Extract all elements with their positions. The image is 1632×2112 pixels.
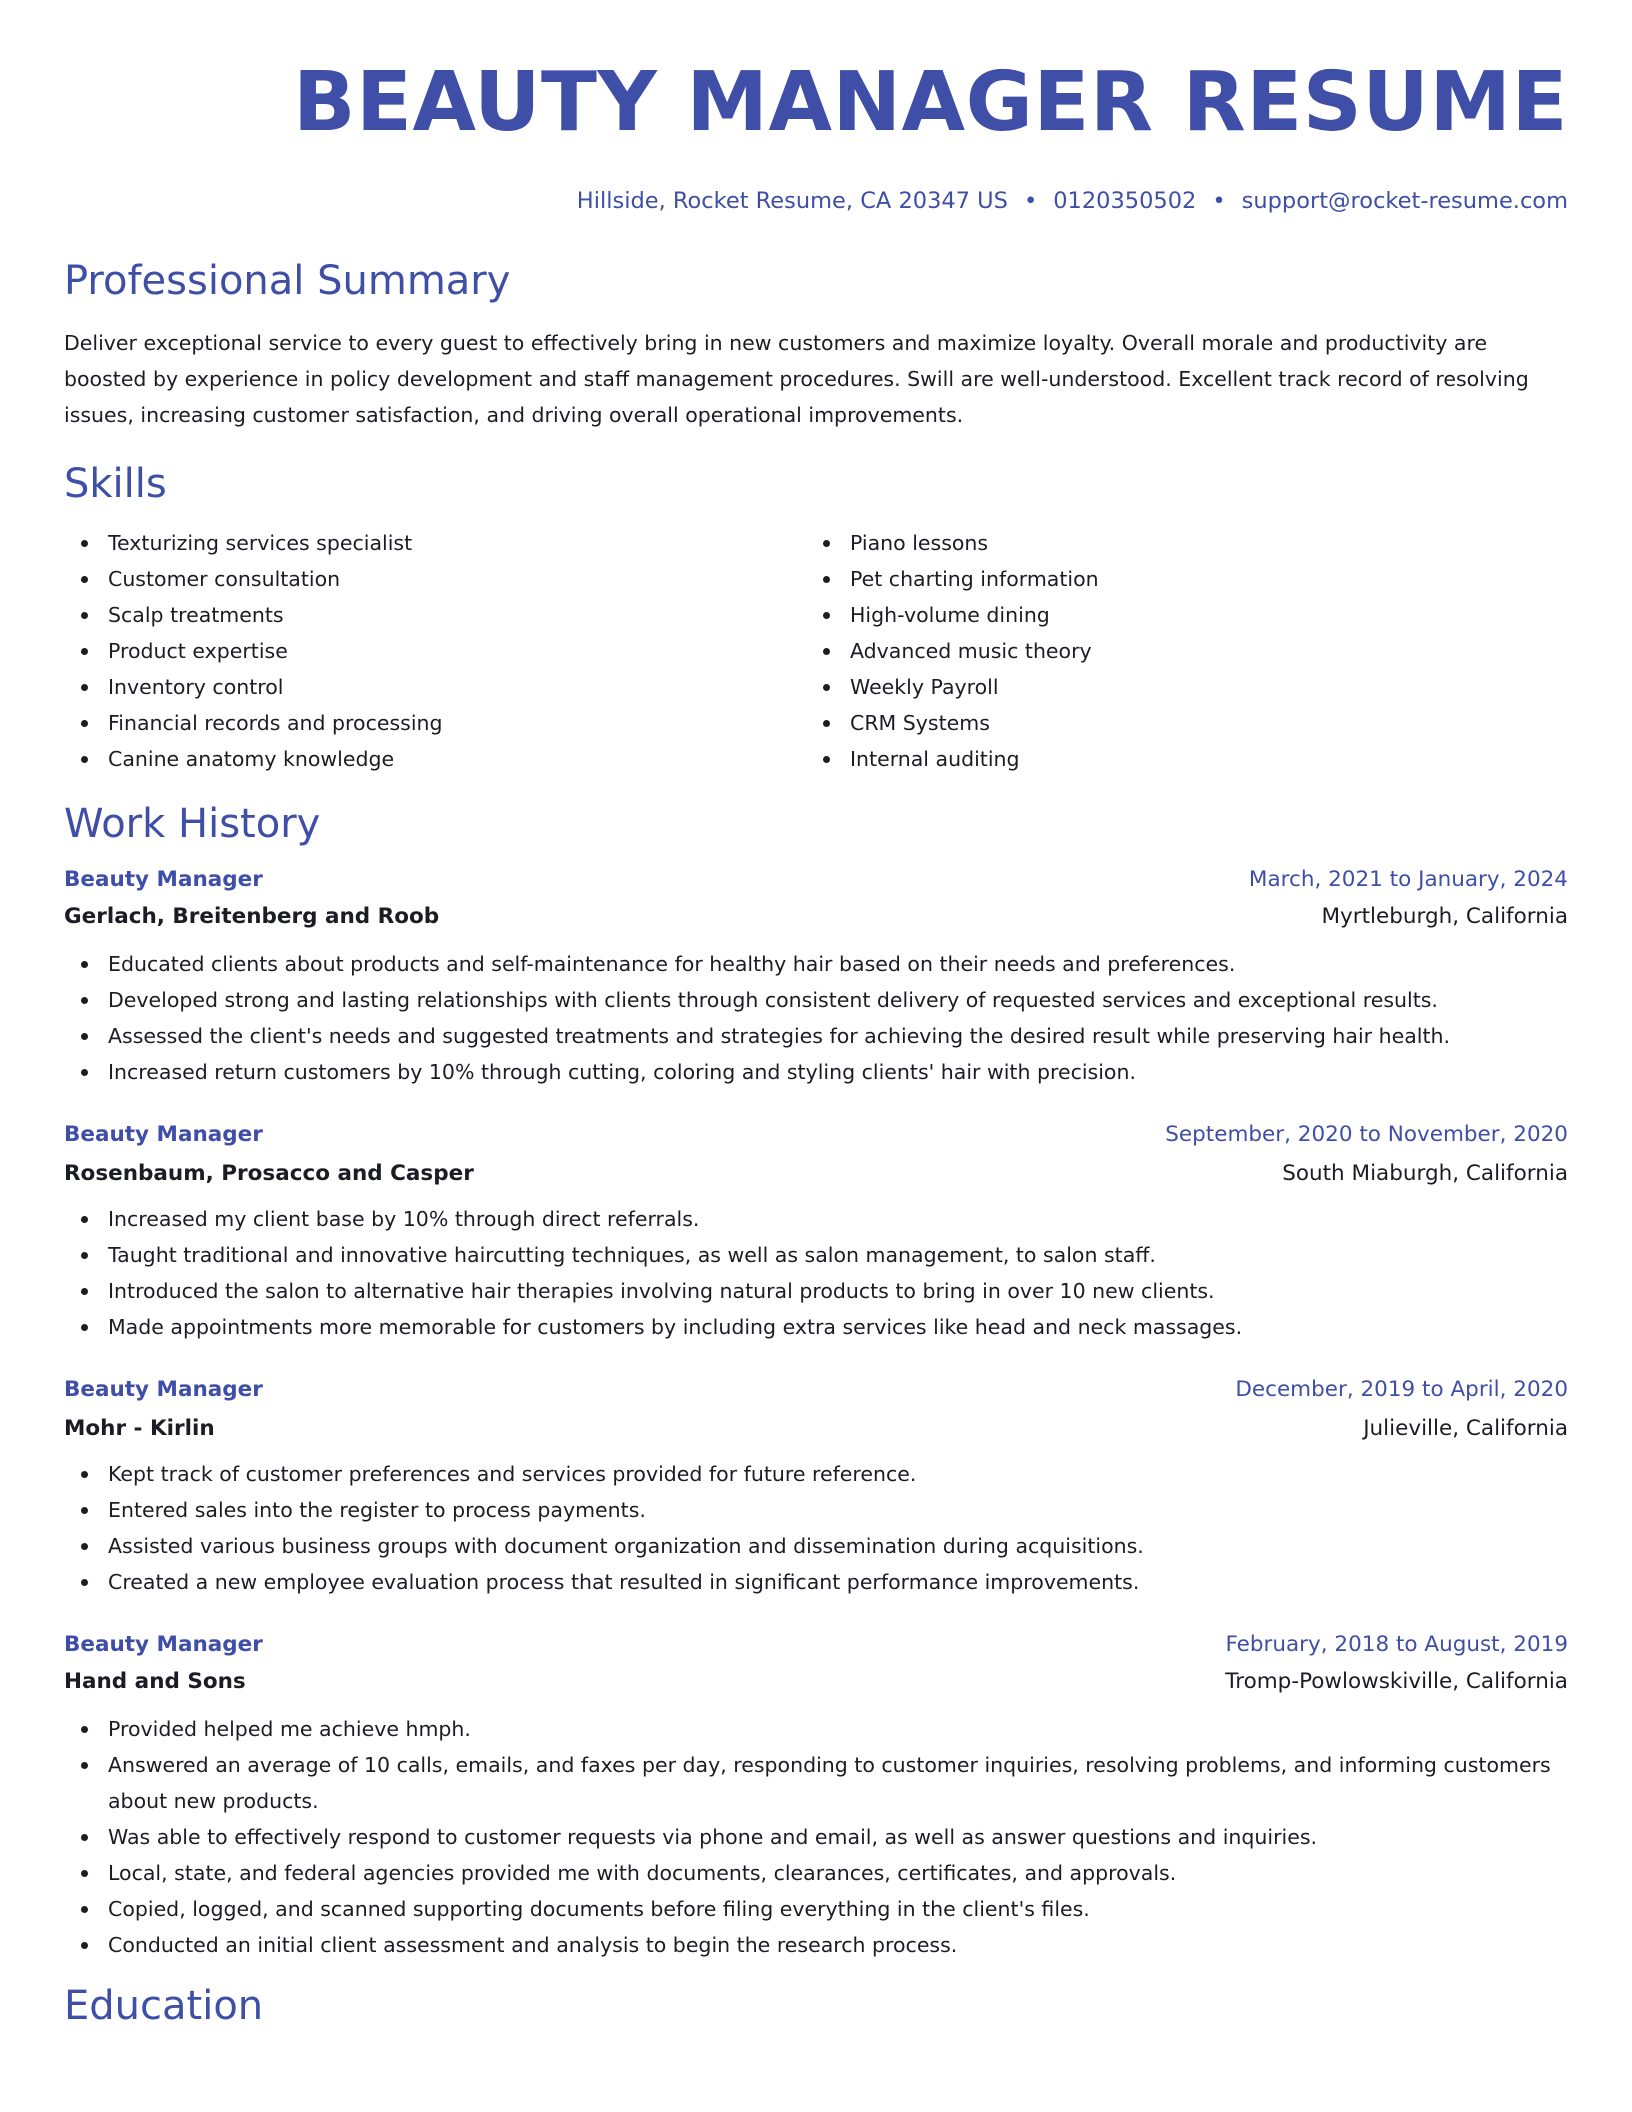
job-location: Myrtleburgh, California bbox=[1321, 904, 1568, 929]
job-bullet: Assessed the client's needs and suggested treatments and strategies for achieving the desired result while preserving hair health. bbox=[64, 1018, 1568, 1054]
job-bullet: Entered sales into the register to process payments. bbox=[64, 1492, 1568, 1528]
skill-item: Inventory control bbox=[64, 669, 806, 705]
skill-item: High-volume dining bbox=[806, 597, 1548, 633]
job-dates: September, 2020 to November, 2020 bbox=[1165, 1122, 1568, 1147]
job-bullets bbox=[64, 1456, 1568, 1600]
skill-item: Texturizing services specialist bbox=[64, 525, 806, 561]
job-bullet: Made appointments more memorable for customers by including extra services like head and neck massages. bbox=[64, 1309, 1568, 1345]
skill-item: CRM Systems bbox=[806, 705, 1548, 741]
job-title: Beauty Manager bbox=[64, 867, 263, 892]
job-dates: March, 2021 to January, 2024 bbox=[1248, 867, 1568, 892]
skill-item: Internal auditing bbox=[806, 741, 1548, 777]
job-entry bbox=[64, 1630, 1568, 1963]
work-history-heading: Work History bbox=[64, 801, 321, 847]
summary-text: Deliver exceptional service to every guest to effectively bring in new customers and maximize loyalty. Overall morale and productivity are boosted by experience in policy development and staff management procedures. Swill are well-understood. Excellent track record of resolving issues, increasing customer satisfaction, and driving overall operational improvements. bbox=[64, 331, 1529, 427]
job-bullet: Provided helped me achieve hmph. bbox=[64, 1711, 1568, 1747]
job-title: Beauty Manager bbox=[64, 1122, 263, 1147]
job-bullets bbox=[64, 1711, 1568, 1963]
job-bullet: Introduced the salon to alternative hair therapies involving natural products to bring in over 10 new clients. bbox=[64, 1273, 1568, 1309]
job-title: Beauty Manager bbox=[64, 1377, 263, 1402]
job-bullet: Copied, logged, and scanned supporting documents before filing everything in the client's files. bbox=[64, 1891, 1568, 1927]
job-bullet: Educated clients about products and self-maintenance for healthy hair based on their needs and preferences. bbox=[64, 946, 1568, 982]
skill-item: Advanced music theory bbox=[806, 633, 1548, 669]
job-bullet: Assisted various business groups with document organization and dissemination during acquisitions. bbox=[64, 1528, 1568, 1564]
job-entry bbox=[64, 865, 1568, 1090]
job-employer: Rosenbaum, Prosacco and Casper bbox=[64, 1161, 474, 1186]
contact-separator: • bbox=[1023, 188, 1038, 214]
job-location: Tromp-Powlowskiville, California bbox=[1225, 1669, 1568, 1694]
job-entry bbox=[64, 1375, 1568, 1600]
job-employer-row bbox=[64, 1667, 1568, 1697]
job-bullet: Conducted an initial client assessment and analysis to begin the research process. bbox=[64, 1927, 1568, 1963]
resume-page bbox=[64, 0, 1568, 2029]
skills-column-left bbox=[64, 525, 806, 777]
job-bullets bbox=[64, 946, 1568, 1090]
job-title: Beauty Manager bbox=[64, 1632, 263, 1657]
job-bullet: Was able to effectively respond to customer requests via phone and email, as well as answer questions and inquiries. bbox=[64, 1819, 1568, 1855]
summary-heading: Professional Summary bbox=[64, 258, 511, 304]
skill-item: Weekly Payroll bbox=[806, 669, 1548, 705]
job-title-row bbox=[64, 1630, 1568, 1660]
skill-item: Product expertise bbox=[64, 633, 806, 669]
skill-item: Customer consultation bbox=[64, 561, 806, 597]
job-employer: Gerlach, Breitenberg and Roob bbox=[64, 904, 440, 929]
job-dates: December, 2019 to April, 2020 bbox=[1235, 1377, 1568, 1402]
contact-separator: • bbox=[1212, 188, 1226, 214]
skills-list bbox=[64, 525, 1568, 777]
skills-heading: Skills bbox=[64, 461, 167, 507]
job-bullet: Kept track of customer preferences and services provided for future reference. bbox=[64, 1456, 1568, 1492]
job-employer: Hand and Sons bbox=[64, 1669, 246, 1694]
skill-item: Pet charting information bbox=[806, 561, 1548, 597]
job-employer-row bbox=[64, 902, 1568, 932]
job-employer-row bbox=[64, 1414, 1568, 1444]
job-bullet: Taught traditional and innovative haircutting techniques, as well as salon management, to salon staff. bbox=[64, 1237, 1568, 1273]
job-employer: Mohr - Kirlin bbox=[64, 1416, 215, 1441]
contact-phone: 0120350502 bbox=[1053, 188, 1197, 214]
education-heading: Education bbox=[64, 1983, 264, 2029]
skill-item: Scalp treatments bbox=[64, 597, 806, 633]
job-entry bbox=[64, 1120, 1568, 1345]
job-location: Julieville, California bbox=[1363, 1416, 1568, 1441]
job-dates: February, 2018 to August, 2019 bbox=[1225, 1632, 1568, 1657]
job-title-row bbox=[64, 1120, 1568, 1150]
job-bullet: Answered an average of 10 calls, emails, and faxes per day, responding to customer inquiries, resolving problems, and informing customers about new products. bbox=[64, 1747, 1568, 1819]
job-employer-row bbox=[64, 1159, 1568, 1189]
skill-item: Canine anatomy knowledge bbox=[64, 741, 806, 777]
skill-item: Financial records and processing bbox=[64, 705, 806, 741]
job-title-row bbox=[64, 865, 1568, 895]
job-location: South Miaburgh, California bbox=[1282, 1161, 1568, 1186]
skills-column-right bbox=[806, 525, 1548, 777]
job-bullet: Increased my client base by 10% through direct referrals. bbox=[64, 1201, 1568, 1237]
job-title-row bbox=[64, 1375, 1568, 1405]
contact-line bbox=[64, 186, 1568, 216]
job-bullet: Developed strong and lasting relationships with clients through consistent delivery of requested services and exceptional results. bbox=[64, 982, 1568, 1018]
skill-item: Piano lessons bbox=[806, 525, 1548, 561]
resume-title: BEAUTY MANAGER RESUME bbox=[293, 55, 1568, 150]
contact-address: Hillside, Rocket Resume, CA 20347 US bbox=[576, 188, 1008, 214]
contact-email: support@rocket-resume.com bbox=[1241, 188, 1568, 214]
job-bullet: Local, state, and federal agencies provided me with documents, clearances, certificates, and approvals. bbox=[64, 1855, 1568, 1891]
job-bullet: Created a new employee evaluation process that resulted in significant performance improvements. bbox=[64, 1564, 1568, 1600]
job-bullet: Increased return customers by 10% through cutting, coloring and styling clients' hair with precision. bbox=[64, 1054, 1568, 1090]
job-bullets bbox=[64, 1201, 1568, 1345]
